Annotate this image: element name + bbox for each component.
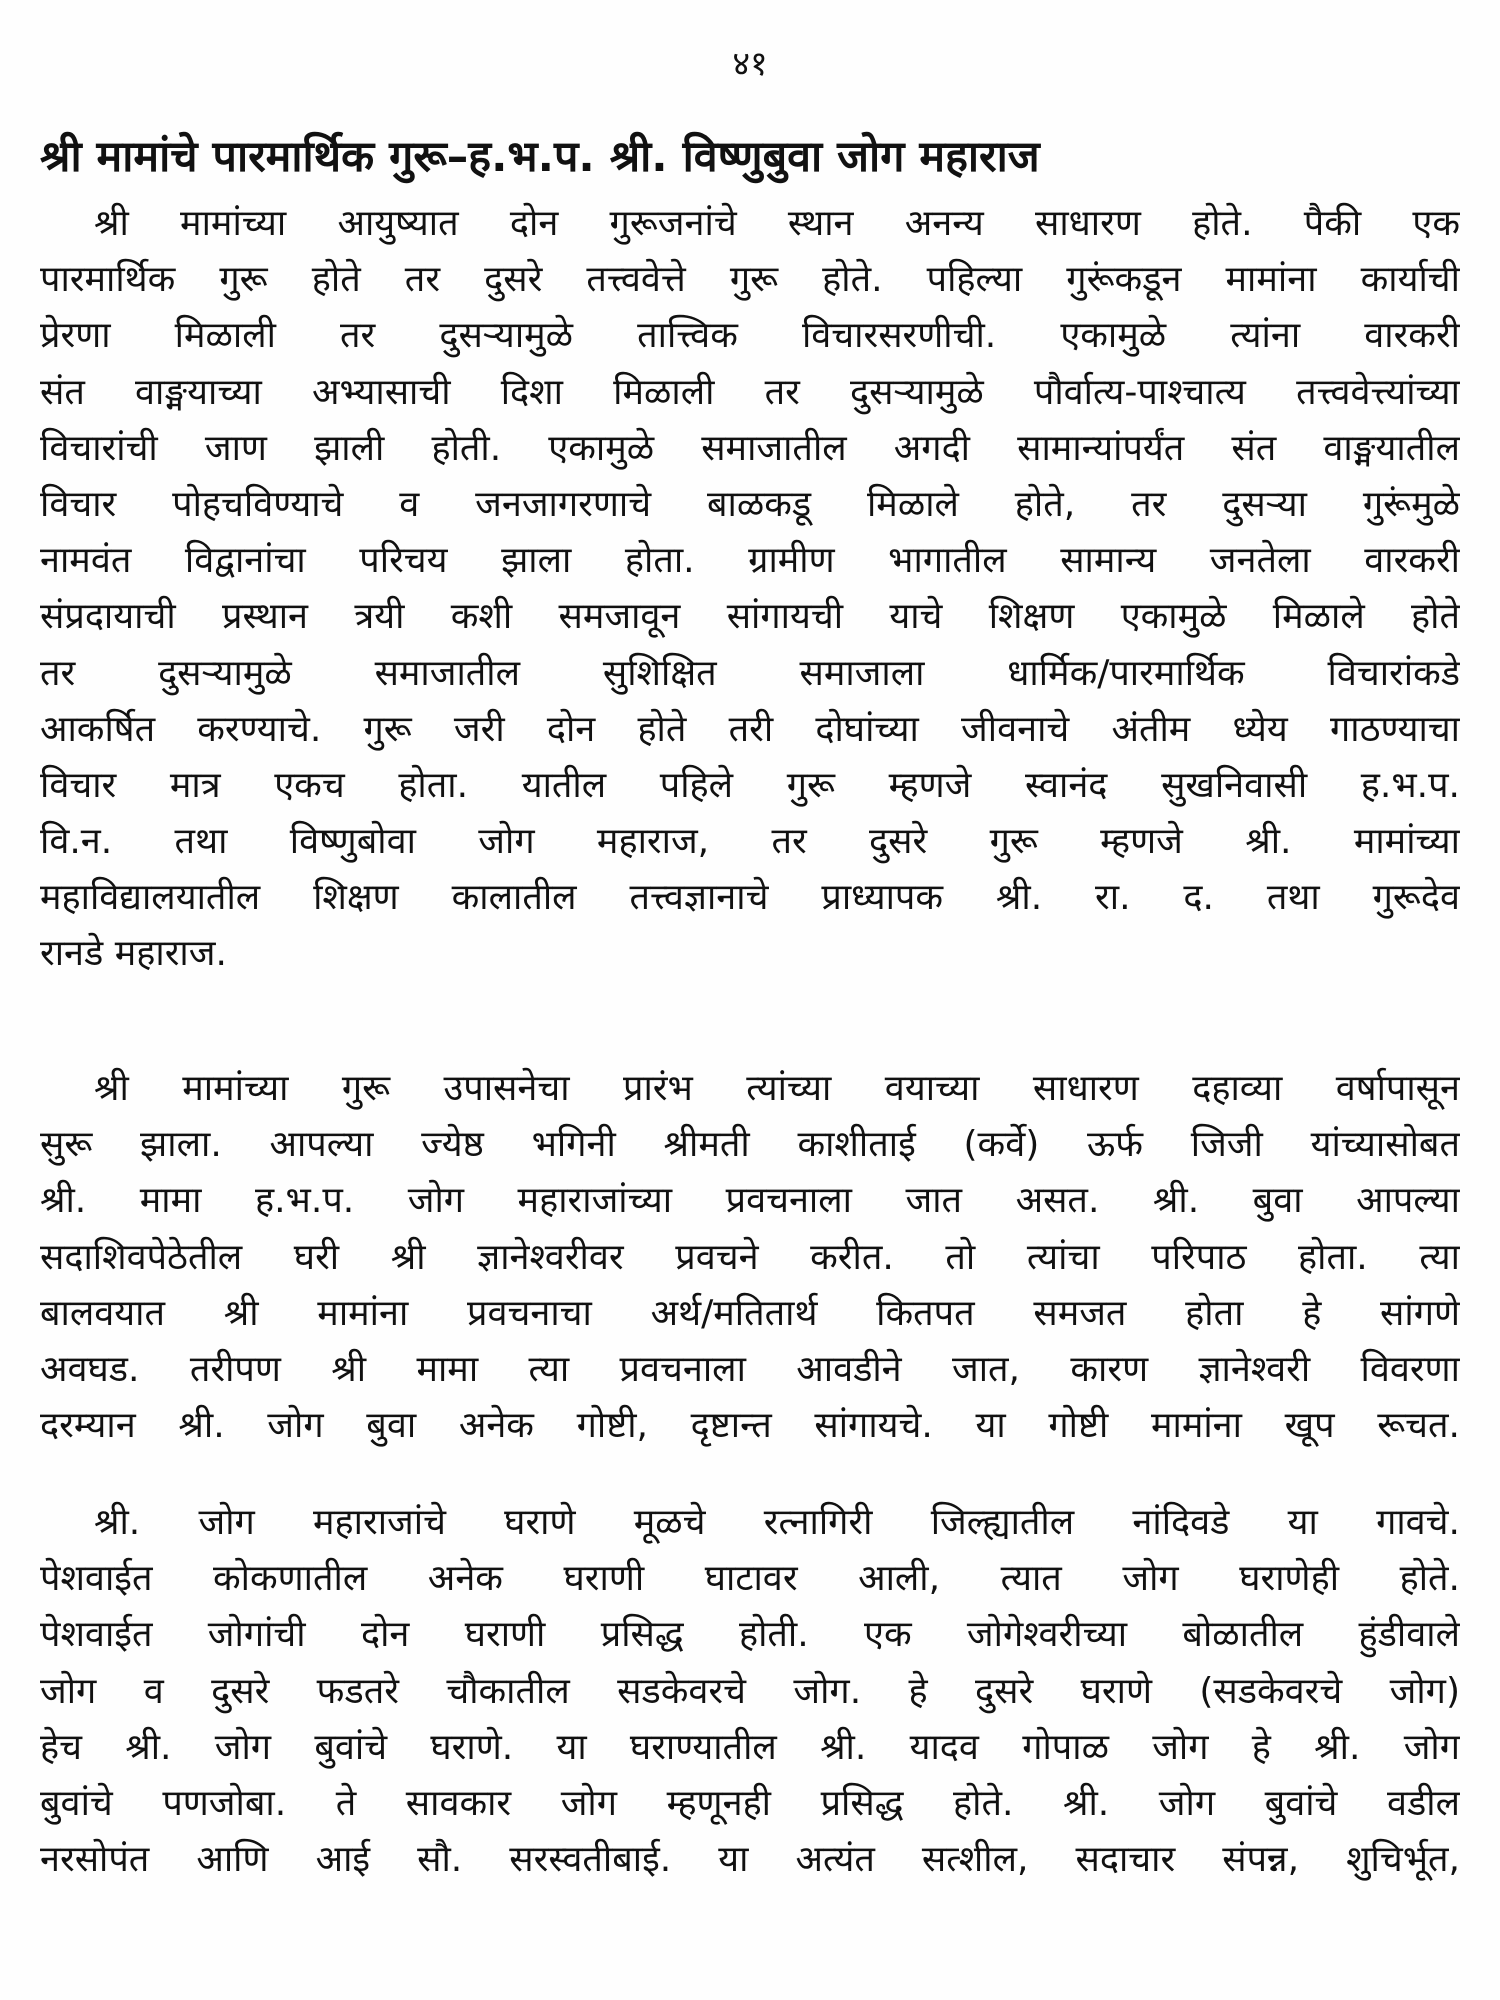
text-line: पेशवाईत जोगांची दोन घराणी प्रसिद्ध होती. एक जोगेश्वरीच्या बोळातील हुंडीवाले [40, 1614, 1460, 1656]
text-line: विचार मात्र एकच होता. यातील पहिले गुरू म्हणजे स्वानंद सुखनिवासी ह.भ.प. [40, 764, 1460, 806]
page-number: ४१ [732, 44, 768, 84]
text-line: श्री मामांच्या आयुष्यात दोन गुरूजनांचे स्थान अनन्य साधारण होते. पैकी एक [94, 203, 1460, 244]
paragraph-1 [40, 196, 1460, 983]
text-line: श्री. मामा ह.भ.प. जोग महाराजांच्या प्रवचनाला जात असत. श्री. बुवा आपल्या [40, 1180, 1460, 1222]
paragraph-3 [40, 1495, 1460, 1888]
text-line: संत वाङ्मयाच्या अभ्यासाची दिशा मिळाली तर दुसऱ्यामुळे पौर्वात्य-पाश्चात्य तत्त्ववेत्त्यांच्या [40, 371, 1460, 413]
text-line: सुरू झाला. आपल्या ज्येष्ठ भगिनी श्रीमती काशीताई (कर्वे) ऊर्फ जिजी यांच्यासोबत [40, 1124, 1460, 1166]
paragraph-2 [40, 1061, 1460, 1454]
text-line: बुवांचे पणजोबा. ते सावकार जोग म्हणूनही प्रसिद्ध होते. श्री. जोग बुवांचे वडील [40, 1782, 1460, 1824]
text-line: पेशवाईत कोकणातील अनेक घराणी घाटावर आली, त्यात जोग घराणेही होते. [40, 1558, 1460, 1600]
text-line: तर दुसऱ्यामुळे समाजातील सुशिक्षित समाजाला धार्मिक/पारमार्थिक विचारांकडे [40, 652, 1460, 694]
text-line: बालवयात श्री मामांना प्रवचनाचा अर्थ/मतितार्थ कितपत समजत होता हे सांगणे [40, 1292, 1460, 1334]
text-line: नामवंत विद्वानांचा परिचय झाला होता. ग्रामीण भागातील सामान्य जनतेला वारकरी [40, 540, 1460, 582]
page-title: श्री मामांचे पारमार्थिक गुरू–ह.भ.प. श्री. विष्णुबुवा जोग महाराज [40, 132, 1040, 182]
text-line: पारमार्थिक गुरू होते तर दुसरे तत्त्ववेत्ते गुरू होते. पहिल्या गुरूंकडून मामांना कार्याची [40, 259, 1460, 301]
text-line: प्रेरणा मिळाली तर दुसऱ्यामुळे तात्त्विक विचारसरणीची. एकामुळे त्यांना वारकरी [40, 315, 1460, 357]
text-line: श्री मामांच्या गुरू उपासनेचा प्रारंभ त्यांच्या वयाच्या साधारण दहाव्या वर्षापासून [94, 1068, 1460, 1109]
text-line: रानडे महाराज. [40, 933, 227, 975]
text-line: वि.न. तथा विष्णुबोवा जोग महाराज, तर दुसरे गुरू म्हणजे श्री. मामांच्या [40, 821, 1460, 863]
text-line: दरम्यान श्री. जोग बुवा अनेक गोष्टी, दृष्टान्त सांगायचे. या गोष्टी मामांना खूप रूचत. [40, 1405, 1460, 1447]
text-line: हेच श्री. जोग बुवांचे घराणे. या घराण्यातील श्री. यादव गोपाळ जोग हे श्री. जोग [40, 1726, 1460, 1768]
text-line: विचारांची जाण झाली होती. एकामुळे समाजातील अगदी सामान्यांपर्यंत संत वाङ्मयातील [40, 427, 1460, 469]
text-line: विचार पोहचविण्याचे व जनजागरणाचे बाळकडू मिळाले होते, तर दुसऱ्या गुरूंमुळे [40, 483, 1460, 525]
text-line: जोग व दुसरे फडतरे चौकातील सडकेवरचे जोग. हे दुसरे घराणे (सडकेवरचे जोग) [40, 1670, 1460, 1712]
text-line: आकर्षित करण्याचे. गुरू जरी दोन होते तरी दोघांच्या जीवनाचे अंतीम ध्येय गाठण्याचा [40, 708, 1460, 750]
text-line: नरसोपंत आणि आई सौ. सरस्वतीबाई. या अत्यंत सत्शील, सदाचार संपन्न, शुचिर्भूत, [40, 1839, 1460, 1881]
text-line: संप्रदायाची प्रस्थान त्रयी कशी समजावून सांगायची याचे शिक्षण एकामुळे मिळाले होते [40, 596, 1460, 638]
text-line: सदाशिवपेठेतील घरी श्री ज्ञानेश्वरीवर प्रवचने करीत. तो त्यांचा परिपाठ होता. त्या [40, 1236, 1460, 1278]
text-line: अवघड. तरीपण श्री मामा त्या प्रवचनाला आवडीने जात, कारण ज्ञानेश्वरी विवरणा [40, 1348, 1460, 1390]
text-line: महाविद्यालयातील शिक्षण कालातील तत्त्वज्ञानाचे प्राध्यापक श्री. रा. द. तथा गुरूदेव [40, 877, 1460, 919]
text-line: श्री. जोग महाराजांचे घराणे मूळचे रत्नागिरी जिल्ह्यातील नांदिवडे या गावचे. [94, 1502, 1460, 1543]
